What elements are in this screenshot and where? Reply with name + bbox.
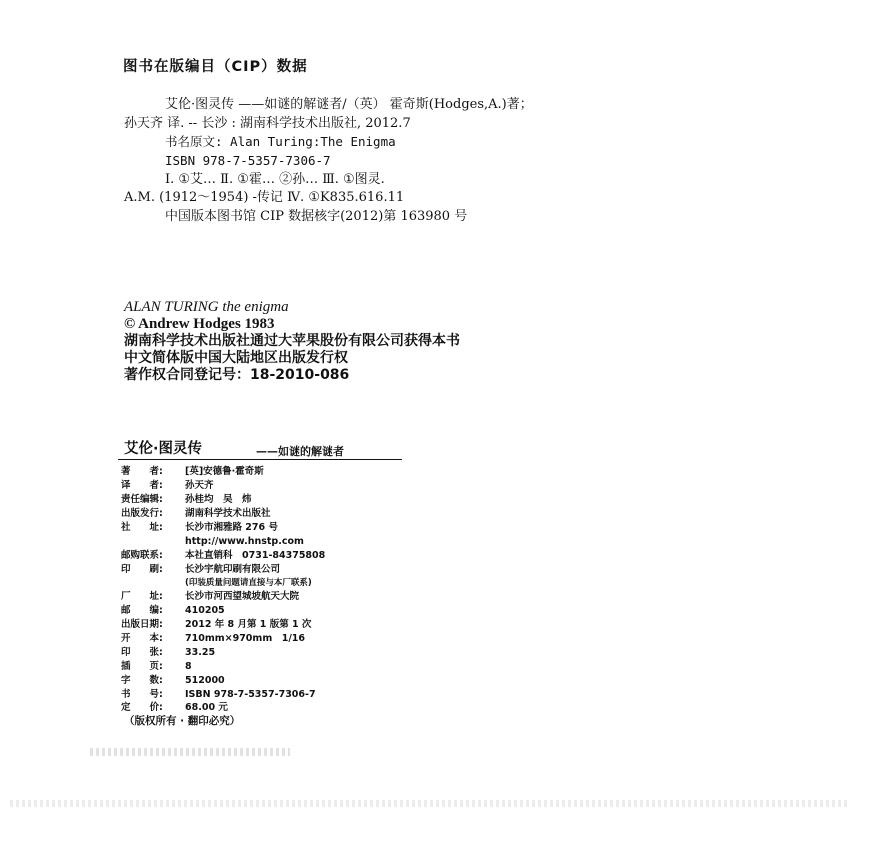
imprint-row: 开 本: 710mm×970mm 1/16 [121,633,306,644]
imprint-subtitle: ——如谜的解谜者 [256,445,344,458]
imprint-row: 著 者: [英]安德鲁·霍奇斯 [121,466,264,477]
rights-line-2: 中文简体版中国大陆地区出版发行权 [124,350,348,366]
imprint-row: 邮购联系: 本社直销科 0731-84375808 [121,550,326,561]
copyright-line: © Andrew Hodges 1983 [124,316,275,332]
cip-line-4: ISBN 978-7-5357-7306-7 [165,153,331,168]
cip-line-7: 中国版本图书馆 CIP 数据核字(2012)第 163980 号 [165,209,468,224]
imprint-row: 出版日期: 2012 年 8 月第 1 版第 1 次 [121,619,312,630]
cip-line-6: A.M. (1912～1954) -传记 Ⅳ. ①K835.616.11 [124,190,405,205]
imprint-row: 印 张: 33.25 [121,647,216,658]
imprint-rule [118,459,402,460]
imprint-row: 厂 址: 长沙市河西望城坡航天大院 [121,591,300,602]
original-title: ALAN TURING the enigma [124,299,289,315]
cip-line-1: 艾伦·图灵传 ——如谜的解谜者/（英） 霍奇斯(Hodges,A.)著； [165,97,533,112]
imprint-row: 出版发行: 湖南科学技术出版社 [121,508,271,519]
imprint-row: 定 价: 68.00 元 [121,702,228,713]
imprint-row: 邮 编: 410205 [121,605,225,616]
imprint-title: 艾伦·图灵传 [124,441,203,457]
cip-line-2: 孙天齐 译. -- 长沙 : 湖南科学技术出版社, 2012.7 [124,116,411,131]
rights-line-1: 湖南科学技术出版社通过大苹果股份有限公司获得本书 [124,333,460,349]
imprint-row: 字 数: 512000 [121,675,225,686]
imprint-row: 印 刷: 长沙宇航印刷有限公司 [121,564,281,575]
scan-artifact [90,748,290,756]
imprint-row: 译 者: 孙天齐 [121,480,214,491]
rights-reserved-note: （版权所有 · 翻印必究） [124,715,241,727]
imprint-row: http://www.hnstp.com [185,536,304,547]
cip-line-3: 书名原文: Alan Turing:The Enigma [165,134,396,149]
imprint-row: 责任编辑: 孙桂均 吴 炜 [121,494,252,505]
imprint-row: 插 页: 8 [121,661,192,672]
cip-heading: 图书在版编目（CIP）数据 [123,59,308,75]
registration-number: 著作权合同登记号：18-2010-086 [124,367,350,383]
cip-line-5: Ⅰ. ①艾… Ⅱ. ①霍… ②孙… Ⅲ. ①图灵. [165,172,385,187]
imprint-row: 社 址: 长沙市湘雅路 276 号 [121,522,278,533]
scan-artifact [10,800,850,807]
imprint-row: (印装质量问题请直接与本厂联系) [185,578,312,588]
imprint-row: 书 号: ISBN 978-7-5357-7306-7 [121,689,316,700]
